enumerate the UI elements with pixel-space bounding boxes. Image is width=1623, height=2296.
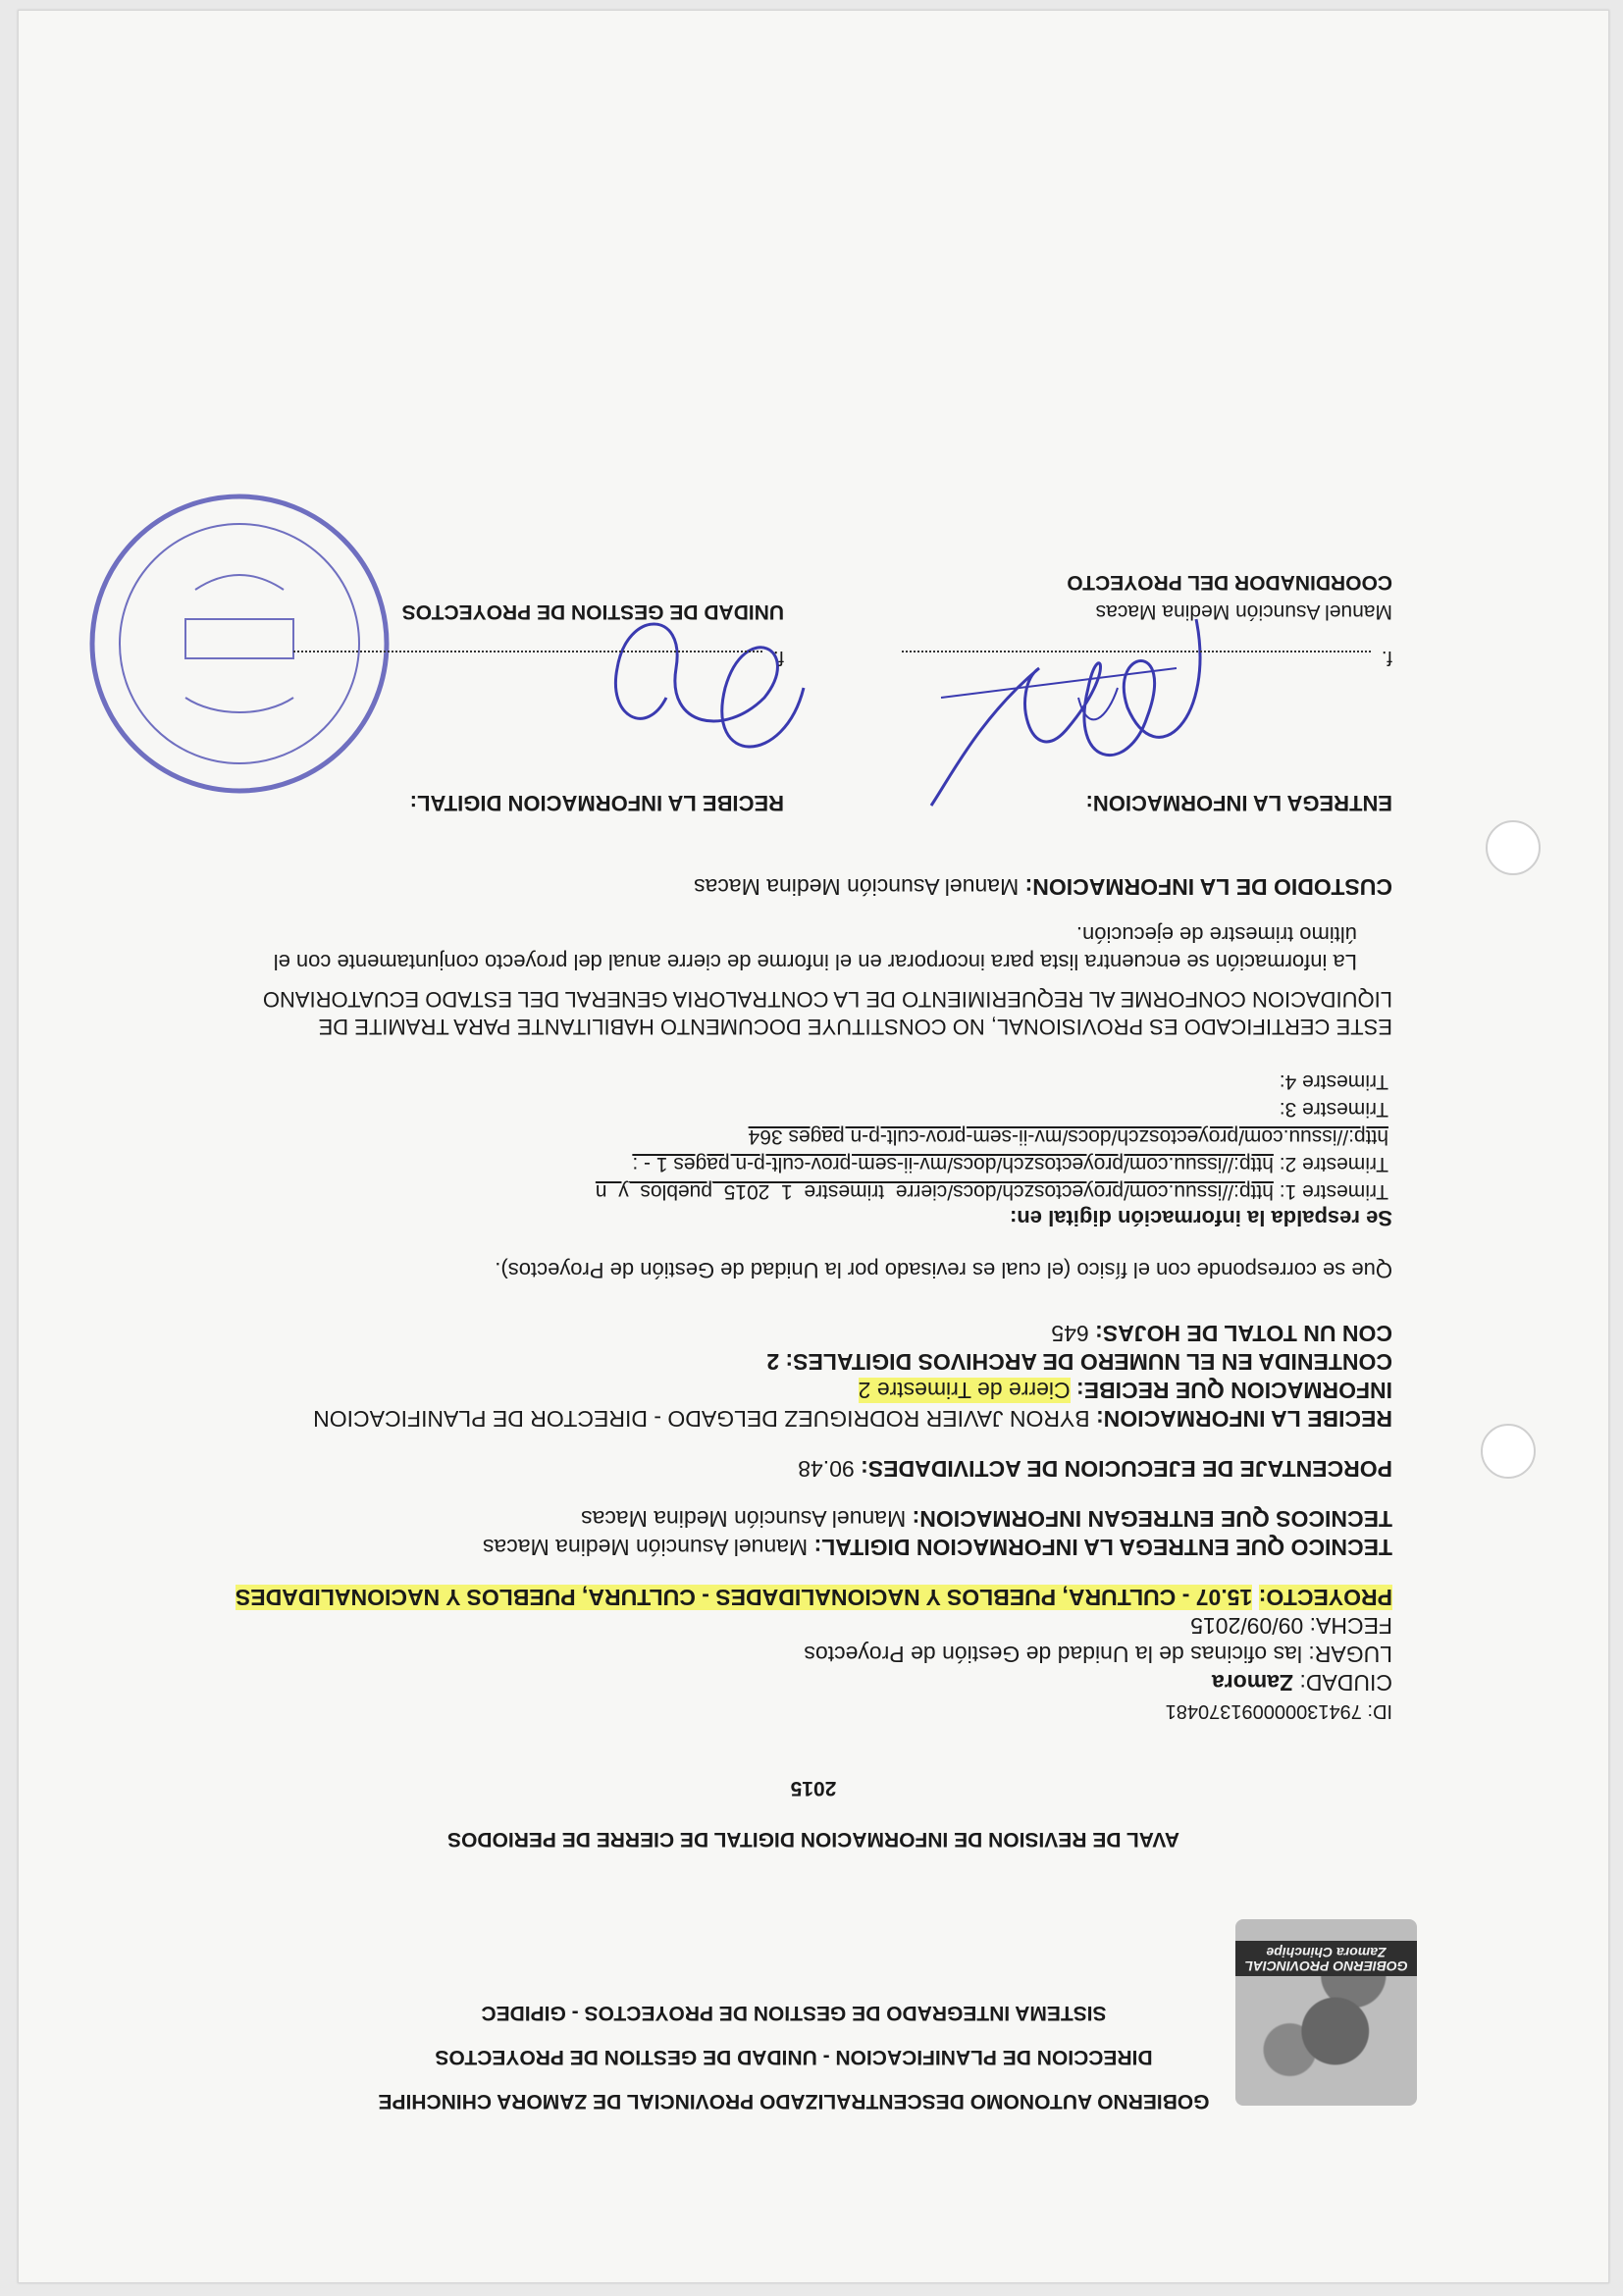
logo-band	[1235, 1941, 1417, 1976]
hojas-field	[235, 1319, 1392, 1347]
proyecto-value: 15.07 - CULTURA, PUEBLOS Y NACIONALIDADES - CULTURA, PUEBLOS Y NACIONALIDADES	[235, 1585, 1253, 1610]
trimestre-3	[235, 1095, 1392, 1122]
fecha-value: 09/09/2015	[1190, 1613, 1304, 1639]
info-label: INFORMACION QUE RECIBE:	[1076, 1378, 1392, 1403]
lugar-label: LUGAR:	[1308, 1642, 1392, 1667]
letterhead	[235, 1890, 1408, 2115]
recibe-signature-line	[293, 646, 784, 668]
physical-note: Que se corresponde con el físico (el cual es revisado por la Unidad de Gestión de Proyectos).	[495, 1258, 1392, 1282]
recibe-role: UNIDAD DE GESTION DE PROYECTOS	[401, 600, 784, 623]
digital-heading: Se respalda la información digital en:	[1010, 1206, 1392, 1230]
proyecto-label: PROYECTO:	[1258, 1585, 1392, 1610]
trimestre-2-link-a[interactable]: http://issuu.com/proyectoszch/docs/mv-ii-sem-prov-cult-p-n pages 1 - :	[632, 1153, 1274, 1175]
recibe-label: RECIBE LA INFORMACION:	[1096, 1406, 1392, 1432]
recibe-field	[235, 1404, 1392, 1433]
entrega-label: ENTREGA LA INFORMACION:	[1085, 791, 1392, 815]
tecnicos-label: TECNICOS QUE ENTREGAN INFORMACION:	[912, 1506, 1392, 1532]
custodio-field	[235, 872, 1392, 901]
tecnicos-value: Manuel Asunción Medina Macas	[581, 1506, 907, 1532]
porcentaje-field	[235, 1454, 1392, 1483]
hojas-label: CON UN TOTAL DE HOJAS:	[1095, 1321, 1392, 1346]
trimestre-1-label: Trimestre 1:	[1279, 1180, 1388, 1203]
entrega-f: f.	[1381, 647, 1392, 668]
trimestre-1-link[interactable]: http://issuu.com/proyectoszch/docs/cierre_trimestre_1_2015_pueblos_y_n	[595, 1180, 1274, 1203]
scanned-page	[18, 10, 1609, 2283]
lugar-field	[235, 1640, 1392, 1668]
trimestre-1	[235, 1177, 1392, 1205]
document-body	[235, 492, 1408, 2115]
fecha-label: FECHA:	[1309, 1613, 1392, 1639]
hojas-value: 645	[1051, 1321, 1089, 1346]
tecnico-digital-label: TECNICO QUE ENTREGA LA INFORMACION DIGITAL:	[813, 1535, 1392, 1560]
signature-mark-entrega	[912, 600, 1235, 835]
entrega-name: Manuel Asunción Medina Macas	[1095, 600, 1392, 623]
archivos-label: CONTENIDA EN EL NUMERO DE ARCHIVOS DIGITALES:	[785, 1349, 1392, 1375]
fecha-field	[235, 1611, 1392, 1640]
trimestre-3-label: Trimestre 3:	[1279, 1098, 1388, 1121]
info-field	[235, 1376, 1392, 1404]
recibe-value: BYRON JAVIER RODRIGUEZ DELGADO - DIRECTOR DE PLANIFICACION	[313, 1406, 1090, 1432]
archivos-value: 2	[766, 1349, 780, 1375]
logo-text: GOBIERNO PROVINCIAL Zamora Chinchipe	[1244, 1945, 1408, 1974]
trimestre-2	[235, 1150, 1392, 1177]
org-name: GOBIERNO AUTONOMO DESCENTRALIZADO PROVINCIAL DE ZAMORA CHINCHIPE	[378, 2090, 1210, 2113]
ciudad-field	[235, 1668, 1392, 1696]
tecnicos-field	[235, 1504, 1392, 1533]
digital-backup	[235, 1068, 1392, 1230]
trimestre-4-label: Trimestre 4:	[1279, 1070, 1388, 1093]
archivos-field	[235, 1347, 1392, 1376]
info-value: Cierre de Trimestre 2	[858, 1378, 1071, 1403]
signature-block	[235, 492, 1392, 815]
tecnico-digital-field	[235, 1533, 1392, 1561]
trimestre-2-link-b[interactable]: http://issuu.com/proyectoszch/docs/mv-ii-sem-prov-cult-p-n pages 364	[748, 1125, 1388, 1148]
trimestre-4	[235, 1068, 1392, 1095]
rotated-content	[19, 11, 1608, 2282]
document-year: 2015	[790, 1777, 837, 1800]
porcentaje-value: 90.48	[798, 1456, 855, 1482]
custodio-value: Manuel Asunción Medina Macas	[694, 874, 1020, 900]
document-title: AVAL DE REVISION DE INFORMACION DIGITAL DE CIERRE DE PERIODOS	[447, 1828, 1179, 1851]
porcentaje-label: PORCENTAJE DE EJECUCION DE ACTIVIDADES:	[861, 1456, 1392, 1482]
ciudad-value: Zamora	[1211, 1670, 1294, 1696]
ciudad-label: CIUDAD:	[1299, 1670, 1392, 1696]
trimestre-2b	[235, 1122, 1392, 1150]
logo	[1235, 1919, 1417, 2106]
official-seal	[78, 482, 401, 806]
doc-id: ID: 794130000091370481	[1165, 1700, 1392, 1722]
recibe-digital-label: RECIBE LA INFORMACION DIGITAL:	[409, 791, 784, 815]
provisional-warning: ESTE CERTIFICADO ES PROVISIONAL, NO CONSTITUYE DOCUMENTO HABILITANTE PARA TRAMITE DE LIQUIDACION CONFORME AL REQUERIMIENTO DE LA CONTRALORIA GENERAL DEL ESTADO ECUATORIANO	[262, 987, 1392, 1039]
signature-entrega	[882, 571, 1392, 815]
recibe-f: f.	[772, 647, 784, 668]
signature-recibe	[274, 600, 784, 815]
trimestre-2-label: Trimestre 2:	[1279, 1153, 1388, 1175]
closing-paragraph: La información se encuentra lista para incorporar en el informe de cierre anual del proyecto conjuntamente con el último trimestre de ejecución.	[273, 922, 1357, 974]
entrega-signature-line	[902, 646, 1392, 668]
entrega-role: COORDINADOR DEL PROYECTO	[1067, 571, 1392, 594]
custodio-label: CUSTODIO DE LA INFORMACION:	[1024, 874, 1392, 900]
system-name: SISTEMA INTEGRADO DE GESTION DE PROYECTOS - GIPIDEC	[481, 2002, 1107, 2024]
department-name: DIRECCION DE PLANIFICACION - UNIDAD DE GESTION DE PROYECTOS	[435, 2046, 1153, 2068]
lugar-value: las oficinas de la Unidad de Gestión de Proyectos	[804, 1642, 1302, 1667]
proyecto-field	[235, 1583, 1392, 1611]
header-text	[372, 1983, 1216, 2115]
tecnico-digital-value: Manuel Asunción Medina Macas	[483, 1535, 809, 1560]
